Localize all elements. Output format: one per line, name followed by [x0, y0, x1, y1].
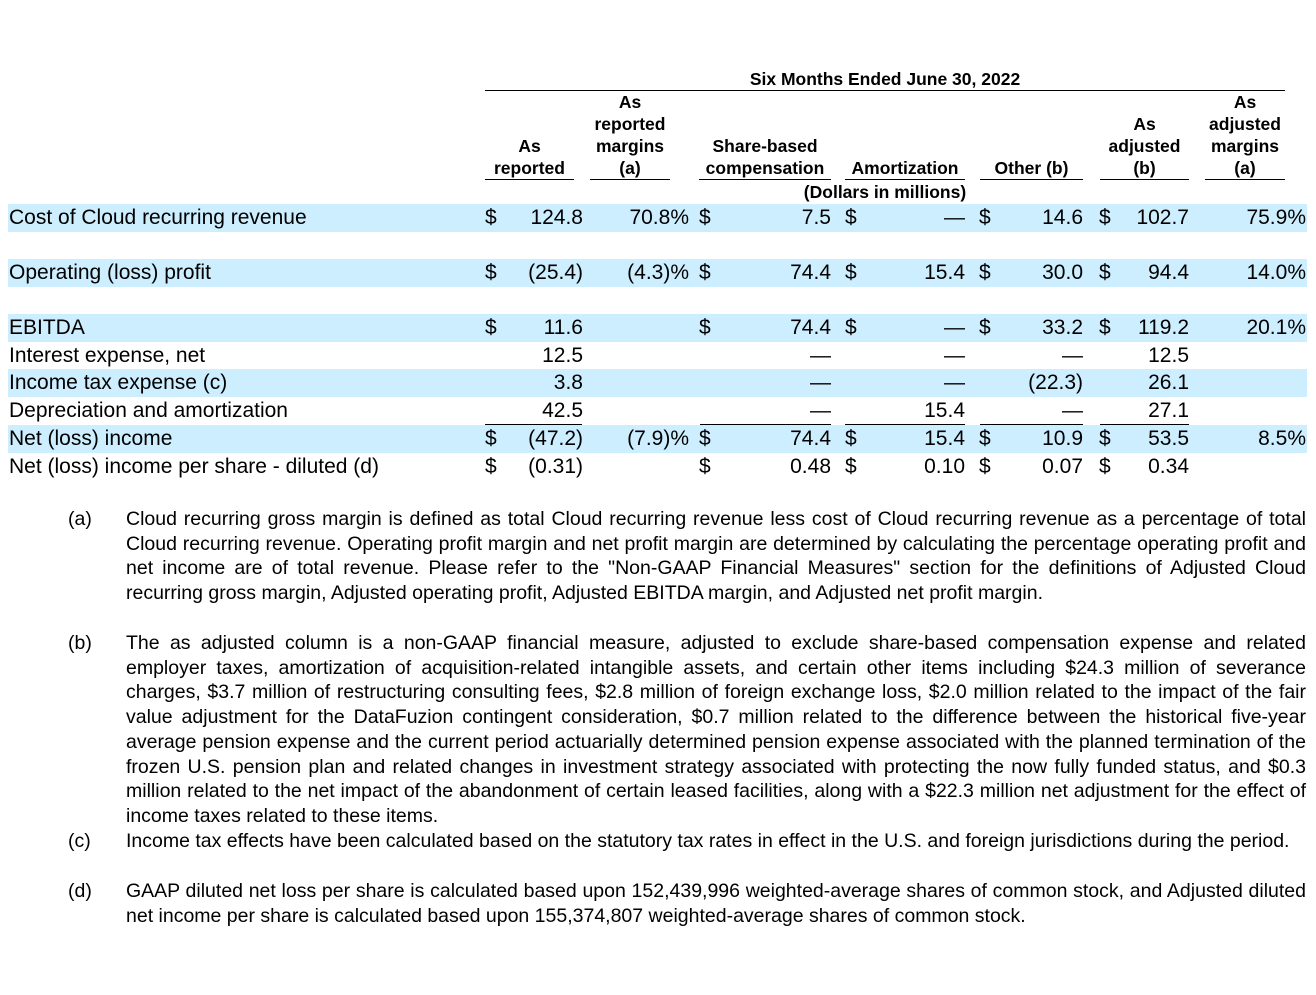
cell-margin: (7.9)%	[627, 427, 689, 450]
cell-rep: (25.4)	[528, 261, 583, 284]
cell-d1	[485, 397, 499, 425]
cell-rep: 11.6	[543, 316, 583, 339]
cell-d2: $	[699, 455, 711, 478]
col-header-line: As	[1133, 114, 1156, 134]
subtotal-rule	[980, 424, 1083, 425]
table-row	[8, 397, 1307, 425]
footnote-text: GAAP diluted net loss per share is calculated based upon 152,439,996 weighted-average shares of common stock, and Adjusted diluted net income per share is calculated based upon 155,374,807 weighted-average shares of common stock.	[126, 880, 1306, 927]
cell-adjm	[1208, 342, 1306, 370]
cell-sbc: 74.4	[790, 316, 831, 339]
col-header-line: reported	[594, 114, 666, 134]
col-header-line: margins	[595, 136, 665, 156]
cell-sbc: 0.48	[790, 455, 831, 478]
cell-sbc: 7.5	[801, 206, 831, 229]
table-row	[8, 369, 1307, 397]
cell-d5	[1099, 342, 1113, 370]
cell-rep: (47.2)	[528, 427, 583, 450]
cell-adj: 53.5	[1148, 427, 1189, 450]
cell-d1: $	[485, 455, 497, 478]
footnote-key: (a)	[68, 508, 92, 530]
cell-amort: 15.4	[924, 261, 965, 284]
cell-adj: 26.1	[1148, 371, 1189, 394]
cell-d3: $	[845, 427, 857, 450]
cell-sbc: 74.4	[790, 427, 831, 450]
cell-adj: 0.34	[1148, 455, 1189, 478]
cell-d5: $	[1099, 261, 1111, 284]
cell-rep: 124.8	[530, 206, 583, 229]
footnote-text: The as adjusted column is a non-GAAP financial measure, adjusted to exclude share-based compensation expense and related employer taxes, amortization of acquisition-related intangible assets, and certain other items including $24.3 million of severance charges, $3.7 million of restructuring consulting fees, $2.8 million of foreign exchange loss, $2.0 million related to the impact of the fair value adjustment for the DataFuzion contingent consideration, $0.7 million related to the difference between the historical five-year average pension expense and the current period actuarially determined pension expense associated with the planned termination of the frozen U.S. pension plan and related changes in investment strategy associated with protecting the now fully funded status, and $0.3 million related to the net impact of the abandonment of certain leased facilities, along with a $22.3 million net adjustment for the effect of income taxes related to these items.	[126, 632, 1306, 827]
cell-d2: $	[699, 427, 711, 450]
cell-rep: 42.5	[542, 399, 583, 422]
subtotal-rule	[700, 424, 831, 425]
cell-d1: $	[485, 316, 497, 339]
cell-d5: $	[1099, 427, 1111, 450]
cell-amort: —	[944, 344, 965, 367]
col-header-line: Amortization	[845, 157, 965, 180]
footnote-key: (d)	[68, 880, 92, 902]
cell-amort: 15.4	[924, 427, 965, 450]
col-header-share-based	[699, 135, 831, 180]
cell-d4	[979, 397, 993, 425]
cell-other: 0.07	[1042, 455, 1083, 478]
cell-margin	[598, 453, 689, 481]
cell-rep: 3.8	[553, 371, 583, 394]
footnote-key: (c)	[68, 830, 91, 852]
footnote-key: (b)	[68, 632, 92, 654]
cell-d4	[979, 369, 993, 397]
col-header-line: adjusted	[1108, 136, 1181, 156]
row-label: EBITDA	[9, 316, 85, 339]
cell-sbc: —	[810, 371, 831, 394]
period-header: Six Months Ended June 30, 2022	[485, 68, 1285, 91]
col-header-as-reported	[485, 135, 574, 180]
cell-d2	[699, 342, 713, 370]
col-header-line: (a)	[590, 157, 670, 180]
row-label: Net (loss) income per share - diluted (d)	[9, 455, 379, 478]
table-row	[8, 314, 1307, 342]
cell-adj: 27.1	[1148, 399, 1189, 422]
footnote-text: Income tax effects have been calculated based on the statutory tax rates in effect in the U.S. and foreign jurisdictions during the period.	[126, 830, 1290, 852]
col-header-line: reported	[485, 157, 574, 180]
cell-d4: $	[979, 206, 991, 229]
cell-adjm	[1208, 397, 1306, 425]
cell-d2: $	[699, 206, 711, 229]
subtotal-rule	[1100, 424, 1189, 425]
col-header-line: adjusted	[1209, 114, 1281, 134]
col-header-line: (a)	[1205, 157, 1285, 180]
col-header-line: (b)	[1100, 157, 1189, 180]
cell-other: 30.0	[1042, 261, 1083, 284]
cell-d3	[845, 342, 859, 370]
cell-d3: $	[845, 206, 857, 229]
cell-rep: 12.5	[542, 344, 583, 367]
cell-adj: 12.5	[1148, 344, 1189, 367]
col-header-line: As	[1233, 92, 1257, 112]
col-header-line: Share-based	[712, 136, 818, 156]
cell-d4: $	[979, 427, 991, 450]
cell-adjm: 75.9%	[1246, 206, 1306, 229]
cell-d1	[485, 342, 499, 370]
col-header-amortization	[845, 157, 965, 180]
cell-d2: $	[699, 316, 711, 339]
cell-d5: $	[1099, 316, 1111, 339]
cell-adjm	[1208, 453, 1306, 481]
col-header-as-adjusted-margins	[1205, 91, 1285, 180]
row-label: Cost of Cloud recurring revenue	[9, 206, 307, 229]
cell-other: (22.3)	[1028, 371, 1083, 394]
cell-adjm: 14.0%	[1246, 261, 1306, 284]
cell-other: —	[1062, 344, 1083, 367]
cell-d1: $	[485, 261, 497, 284]
cell-rep: (0.31)	[528, 455, 583, 478]
cell-margin	[598, 397, 689, 425]
cell-d4: $	[979, 316, 991, 339]
cell-d3	[845, 369, 859, 397]
cell-amort: 0.10	[924, 455, 965, 478]
col-header-as-adjusted	[1100, 113, 1189, 180]
cell-other: 14.6	[1042, 206, 1083, 229]
cell-adj: 119.2	[1138, 316, 1189, 339]
cell-sbc: —	[810, 344, 831, 367]
row-label: Net (loss) income	[9, 427, 173, 450]
col-header-line: As	[618, 92, 642, 112]
cell-margin: 70.8%	[629, 206, 689, 229]
cell-amort: —	[944, 316, 965, 339]
col-header-other	[980, 157, 1083, 180]
cell-amort: —	[944, 206, 965, 229]
subtotal-rule	[845, 424, 965, 425]
cell-adj: 102.7	[1136, 206, 1189, 229]
units-label: (Dollars in millions)	[803, 182, 967, 202]
table-row	[8, 342, 1307, 370]
row-label: Income tax expense (c)	[9, 371, 228, 394]
cell-adj: 94.4	[1148, 261, 1189, 284]
cell-d5	[1099, 369, 1113, 397]
cell-adjm: 20.1%	[1246, 316, 1306, 339]
cell-d5: $	[1099, 206, 1111, 229]
cell-amort: —	[944, 371, 965, 394]
row-label: Depreciation and amortization	[9, 399, 288, 422]
table-row	[8, 453, 1307, 481]
cell-d3: $	[845, 261, 857, 284]
cell-d3: $	[845, 316, 857, 339]
cell-margin	[598, 342, 689, 370]
col-header-line: compensation	[699, 157, 831, 180]
col-header-line: Other (b)	[980, 157, 1083, 180]
subtotal-rule	[485, 424, 582, 425]
cell-d1: $	[485, 427, 497, 450]
cell-other: —	[1062, 399, 1083, 422]
cell-d1: $	[485, 206, 497, 229]
cell-sbc: —	[810, 399, 831, 422]
row-label: Operating (loss) profit	[9, 261, 211, 284]
cell-d4	[979, 342, 993, 370]
cell-d2: $	[699, 261, 711, 284]
cell-margin	[598, 314, 689, 342]
cell-margin: (4.3)%	[627, 261, 689, 284]
cell-other: 10.9	[1042, 427, 1083, 450]
cell-adjm: 8.5%	[1258, 427, 1306, 450]
cell-amort: 15.4	[924, 399, 965, 422]
footnote-text: Cloud recurring gross margin is defined as total Cloud recurring revenue less cost of Cloud recurring revenue as a percentage of total Cloud recurring revenue. Operating profit margin and net profit margin are determined by calculating the percentage operating profit and net income are of total revenue. Please refer to the "Non-GAAP Financial Measures" section for the definitions of Adjusted Cloud recurring gross margin, Adjusted operating profit, Adjusted EBITDA margin, and Adjusted net profit margin.	[126, 508, 1306, 605]
cell-sbc: 74.4	[790, 261, 831, 284]
cell-d5: $	[1099, 455, 1111, 478]
cell-margin	[598, 369, 689, 397]
row-label: Interest expense, net	[9, 344, 206, 367]
cell-d2	[699, 397, 713, 425]
cell-d3	[845, 397, 859, 425]
cell-d3: $	[845, 455, 857, 478]
cell-adjm	[1208, 369, 1306, 397]
col-header-line: margins	[1210, 136, 1280, 156]
table-row	[8, 259, 1307, 287]
col-header-as-reported-margins	[590, 91, 670, 180]
cell-d1	[485, 369, 499, 397]
col-header-line: As	[518, 136, 541, 156]
cell-d4: $	[979, 455, 991, 478]
cell-d5	[1099, 397, 1113, 425]
cell-d4: $	[979, 261, 991, 284]
cell-d2	[699, 369, 713, 397]
table-row	[8, 204, 1307, 232]
table-row	[8, 425, 1307, 453]
cell-other: 33.2	[1042, 316, 1083, 339]
